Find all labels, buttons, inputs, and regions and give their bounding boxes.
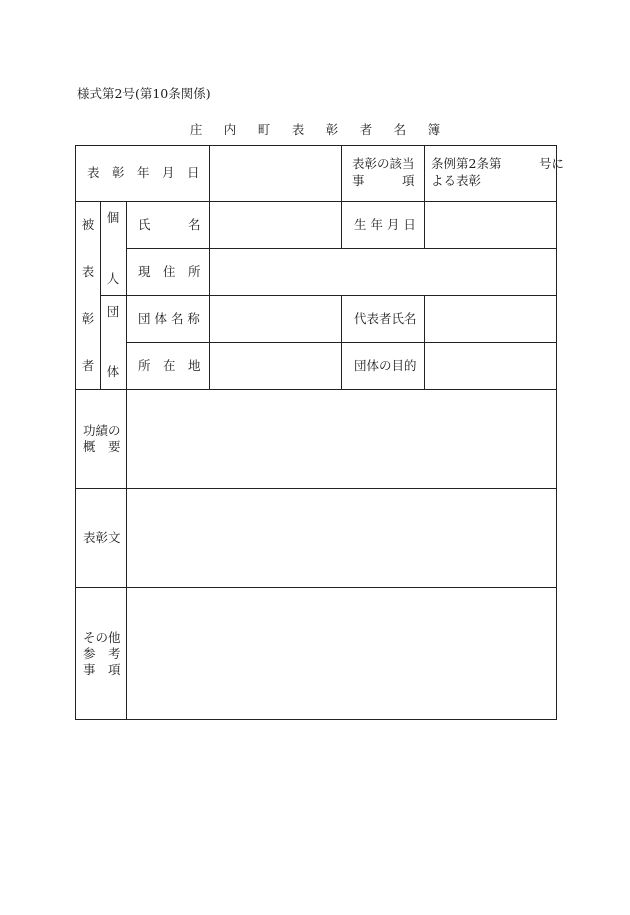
table-border-top <box>75 145 557 146</box>
group-char: 団 <box>106 304 120 319</box>
group-purpose-label: 団体の目的 <box>354 358 417 373</box>
individual-char: 個 <box>106 210 120 225</box>
applicable-item-label-2: 事 項 <box>352 173 415 188</box>
column-divider <box>209 145 210 389</box>
other-notes-label-1: その他 <box>83 630 121 645</box>
row-divider <box>100 295 557 296</box>
document-title: 庄 内 町 表 彰 者 名 簿 <box>189 122 449 137</box>
column-divider <box>341 145 342 201</box>
row-divider <box>126 248 557 249</box>
representative-label: 代表者氏名 <box>354 311 417 326</box>
row-divider <box>75 389 557 390</box>
ordinance-text-1: 条例第2条第 号に <box>431 156 564 171</box>
individual-char: 人 <box>106 271 120 286</box>
group-char: 体 <box>106 364 120 379</box>
recipient-char: 者 <box>81 358 95 373</box>
recipient-char: 彰 <box>81 311 95 326</box>
form-number-label: 様式第2号(第10条関係) <box>77 86 211 101</box>
column-divider <box>424 145 425 201</box>
row-divider <box>75 201 557 202</box>
recipient-char: 表 <box>81 264 95 279</box>
column-divider <box>100 201 101 389</box>
award-date-label: 表 彰 年 月 日 <box>87 165 200 180</box>
location-label: 所 在 地 <box>138 358 201 373</box>
column-divider <box>126 201 127 719</box>
column-divider <box>424 201 425 248</box>
column-divider <box>341 295 342 389</box>
other-notes-label-3: 事 項 <box>83 662 121 677</box>
citation-label: 表彰文 <box>83 530 121 545</box>
recipient-char: 被 <box>81 217 95 232</box>
group-name-label: 団 体 名 称 <box>138 311 200 326</box>
other-notes-label-2: 参 考 <box>83 646 121 661</box>
row-divider <box>75 488 557 489</box>
achievements-label-2: 概 要 <box>83 439 121 454</box>
column-divider <box>424 295 425 389</box>
table-border-bottom <box>75 719 557 720</box>
awardee-register-table <box>75 145 564 720</box>
name-label: 氏 名 <box>138 217 201 232</box>
ordinance-text-2: よる表彰 <box>431 173 482 188</box>
table-border-left <box>75 145 76 720</box>
birthdate-label: 生 年 月 日 <box>354 217 416 232</box>
achievements-label-1: 功績の <box>83 423 121 438</box>
column-divider <box>341 201 342 248</box>
table-border-right <box>556 145 557 720</box>
address-label: 現 住 所 <box>138 264 201 279</box>
applicable-item-label-1: 表彰の該当 <box>352 156 415 171</box>
row-divider <box>75 587 557 588</box>
